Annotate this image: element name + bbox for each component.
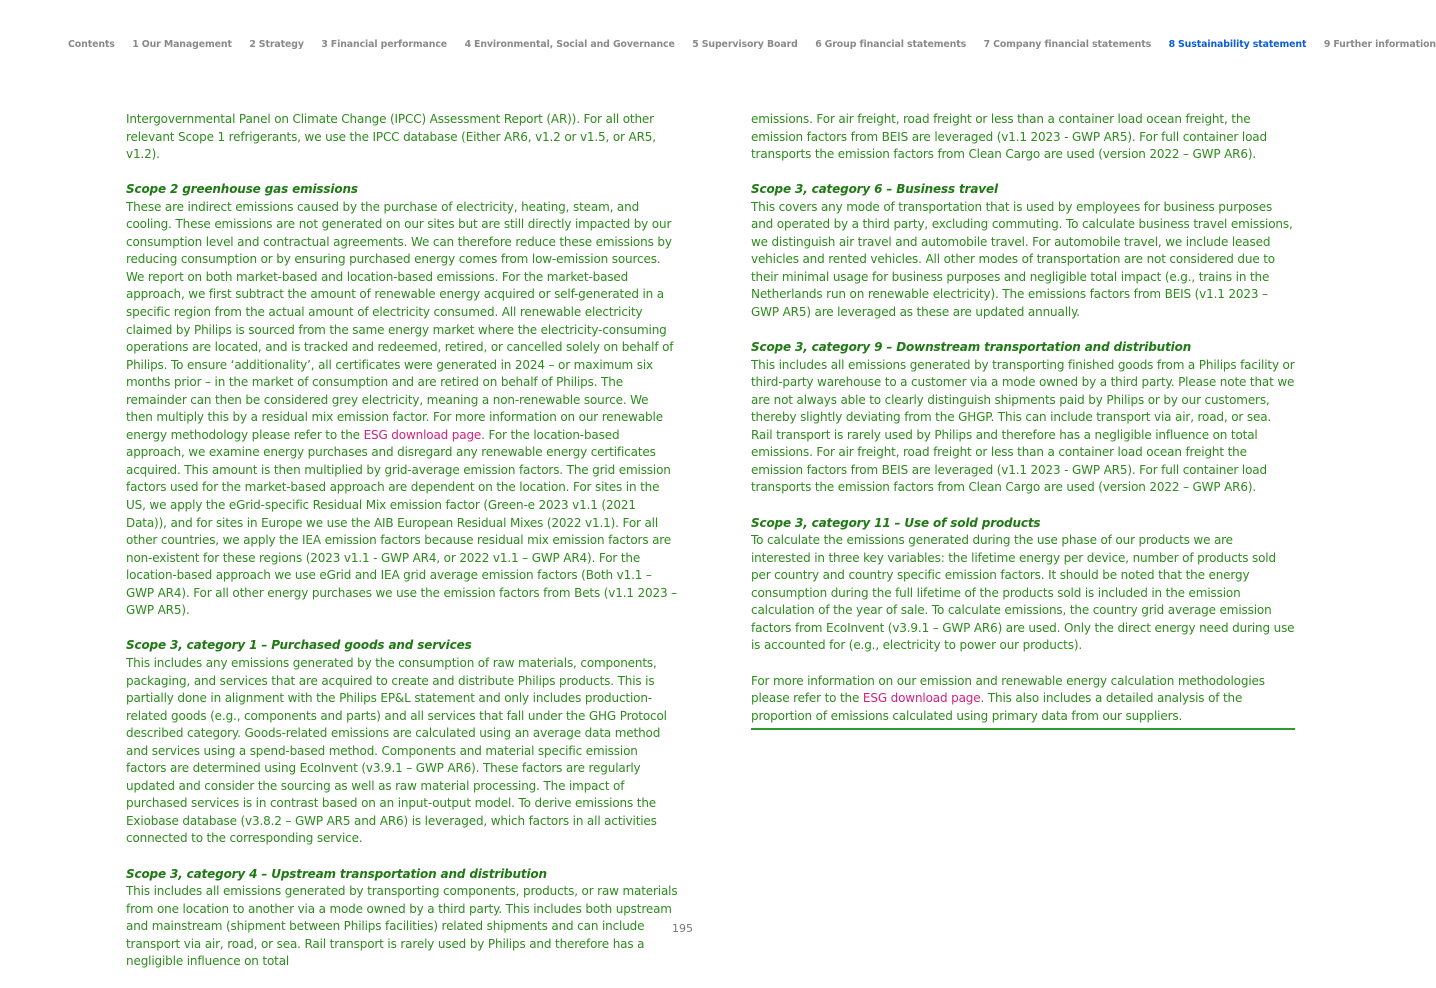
nav-item-label: Further information xyxy=(1333,39,1436,50)
nav-item-sustainability-statement[interactable] xyxy=(1169,39,1307,50)
scope2-text-part1: These are indirect emissions caused by the purchase of electricity, heating, steam, and cooling. These emissions are not generated on our sites but are still directly impacted by our consumption level and contractual agreements. We can therefore reduce these emissions by reducing consumption or by ensuring purchased energy comes from low-emission sources. We report on both market-based and location-based emissions. For the market-based approach, we first subtract the amount of renewable energy acquired or self-generated in a specific region from the actual amount of electricity consumed. All renewable electricity claimed by Philips is sourced from the same energy market where the electricity-consuming operations are located, and is tracked and redeemed, retired, or cancelled solely on behalf of Philips. To ensure ‘additionality’, all certificates were generated in 2024 – or maximum six months prior – in the market of consumption and are retired on behalf of Philips. The remainder can then be considered grey electricity, meaning a non-renewable source. We then multiply this by a residual mix emission factor. For more information on our renewable energy methodology please refer to the xyxy=(126,199,674,442)
nav-item-group-financial-statements[interactable] xyxy=(815,39,966,50)
left-column xyxy=(126,111,678,988)
nav-item-number: 7 xyxy=(983,39,991,50)
nav-item-financial-performance[interactable] xyxy=(321,39,447,50)
nav-item-label: Financial performance xyxy=(330,39,448,50)
scope1-continuation-paragraph: Intergovernmental Panel on Climate Change (IPCC) Assessment Report (AR)). For all other relevant Scope 1 refrigerants, we use the IPCC database (Either AR6, v1.2 or v1.5, or AR5, v1.2). xyxy=(126,112,656,162)
nav-item-supervisory-board[interactable] xyxy=(692,39,797,50)
nav-item-further-information[interactable] xyxy=(1324,39,1436,50)
nav-item-number: 9 xyxy=(1323,39,1331,50)
right-column xyxy=(751,111,1295,743)
section-divider xyxy=(751,728,1295,730)
closing-text-part2: . This also includes a detailed analysis of the proportion of emissions calculated using primary data from our suppliers. xyxy=(751,691,1243,723)
nav-item-number: 3 xyxy=(321,39,328,50)
nav-item-number: 2 xyxy=(249,39,256,50)
nav-item-number: 8 xyxy=(1168,39,1176,50)
esg-download-link[interactable]: ESG download page xyxy=(363,427,482,442)
scope2-paragraph xyxy=(126,199,678,620)
nav-item-strategy[interactable] xyxy=(249,39,303,50)
nav-item-number: 4 xyxy=(464,39,472,50)
nav-item-label: Supervisory Board xyxy=(701,39,798,50)
closing-text-part1: For more information on our emission and renewable energy calculation methodologies please refer to the xyxy=(751,673,1265,706)
page-number: 195 xyxy=(672,922,693,935)
nav-item-number: 6 xyxy=(815,39,822,50)
nav-item-number: 5 xyxy=(692,39,699,50)
closing-paragraph xyxy=(751,673,1295,726)
nav-item-label: Group financial statements xyxy=(824,39,967,50)
esg-download-link[interactable]: ESG download page xyxy=(862,691,981,706)
nav-item-label: Sustainability statement xyxy=(1178,39,1307,50)
nav-item-label: Company financial statements xyxy=(993,39,1152,50)
scope2-heading: Scope 2 greenhouse gas emissions xyxy=(126,182,358,197)
nav-item-company-financial-statements[interactable] xyxy=(984,39,1151,50)
scope3-cat11-heading: Scope 3, category 11 – Use of sold products xyxy=(751,515,1041,530)
nav-item-contents[interactable] xyxy=(68,39,115,50)
nav-item-esg[interactable] xyxy=(465,39,675,50)
nav-item-our-management[interactable] xyxy=(132,39,232,50)
scope3-cat4-continuation-paragraph: emissions. For air freight, road freight or less than a container load ocean freight, the emission factors from BEIS are leveraged (v1.1 2023 - GWP AR5). For full container load transports the emission factors from Clean Cargo are used (version 2022 – GWP AR6). xyxy=(751,112,1267,162)
nav-item-number: 1 xyxy=(132,39,139,50)
nav-item-label: Environmental, Social and Governance xyxy=(474,39,675,50)
top-navigation xyxy=(68,39,1436,50)
nav-item-label: Contents xyxy=(68,39,115,50)
scope3-cat6-heading: Scope 3, category 6 – Business travel xyxy=(751,182,998,197)
scope3-cat9-paragraph: This includes all emissions generated by transporting finished goods from a Philips facility or third-party warehouse to a customer via a mode owned by a third party. Please note that we are not always able to clearly distinguish shipments paid by Philips or by our customers, thereby slightly deviating from the GHGP. This can include transport via air, road, or sea. Rail transport is rarely used by Philips and therefore has a negligible influence on total emissions. For air freight, road freight or less than a container load ocean freight the emission factors from BEIS are leveraged (v1.1 2023 - GWP AR5). For full container load transports the emission factors from Clean Cargo are used (version 2022 – GWP AR6). xyxy=(751,357,1295,495)
nav-item-label: Our Management xyxy=(141,39,232,50)
scope3-cat4-heading: Scope 3, category 4 – Upstream transportation and distribution xyxy=(126,866,547,881)
scope3-cat6-paragraph: This covers any mode of transportation that is used by employees for business purposes and operated by a third party, excluding commuting. To calculate business travel emissions, we distinguish air travel and automobile travel. For automobile travel, we include leased vehicles and rented vehicles. All other modes of transportation are not considered due to their minimal usage for business purposes and negligible total impact (e.g., trains in the Netherlands run on renewable electricity). The emissions factors from BEIS (v1.1 2023 – GWP AR5) are leveraged as these are updated annually. xyxy=(751,199,1293,320)
scope3-cat11-paragraph: To calculate the emissions generated during the use phase of our products we are interested in three key variables: the lifetime energy per device, number of products sold per country and country specific emission factors. It should be noted that the energy consumption during the full lifetime of the products sold is included in the emission calculation of the year of sale. To calculate emissions, the country grid average emission factors from EcoInvent (v3.9.1 – GWP AR6) are used. Only the direct energy need during use is accounted for (e.g., electricity to power our products). xyxy=(751,533,1295,653)
scope3-cat4-paragraph: This includes all emissions generated by transporting components, products, or raw materials from one location to another via a mode owned by a third party. This includes both upstream and mainstream (shipment between Philips facilities) related shipments and can include transport via air, road, or sea. Rail transport is rarely used by Philips and therefore has a negligible influence on total xyxy=(126,884,678,969)
scope3-cat1-paragraph: This includes any emissions generated by the consumption of raw materials, components, packaging, and services that are acquired to create and distribute Philips products. This is partially done in alignment with the Philips EP&L statement and only includes production-related goods (e.g., components and parts) and all services that fall under the GHG Protocol described category. Goods-related emissions are calculated using an average data method and services using a spend-based method. Components and material specific emission factors are determined using EcoInvent (v3.9.1 – GWP AR6). These factors are regularly updated and consider the sourcing as well as raw material processing. The impact of purchased services is in contrast based on an input-output model. To derive emissions the Exiobase database (v3.8.2 – GWP AR5 and AR6) is leveraged, which factors in all activities connected to the corresponding service. xyxy=(126,655,667,846)
scope3-cat9-heading: Scope 3, category 9 – Downstream transportation and distribution xyxy=(751,340,1192,355)
nav-item-label: Strategy xyxy=(258,39,304,50)
scope2-text-part2: . For the location-based approach, we examine energy purchases and disregard any renewable energy certificates acquired. This amount is then multiplied by grid-average emission factors. The grid emission factors used for the market-based approach are dependent on the location. For sites in the US, we apply the eGrid-specific Residual Mix emission factor (Green-e 2023 v1.1 (2021 Data)), and for sites in Europe we use the AIB European Residual Mixes (2022 v1.1). For all other countries, we apply the IEA emission factors because residual mix emission factors are non-existent for these regions (2023 v1.1 - GWP AR4, or 2022 v1.1 – GWP AR4). For the location-based approach we use eGrid and IEA grid average emission factors (Both v1.1 – GWP AR4). For all other energy purchases we use the emission factors from Bets (v1.1 2023 – GWP AR5). xyxy=(126,427,677,618)
scope3-cat1-heading: Scope 3, category 1 – Purchased goods and services xyxy=(126,638,472,653)
